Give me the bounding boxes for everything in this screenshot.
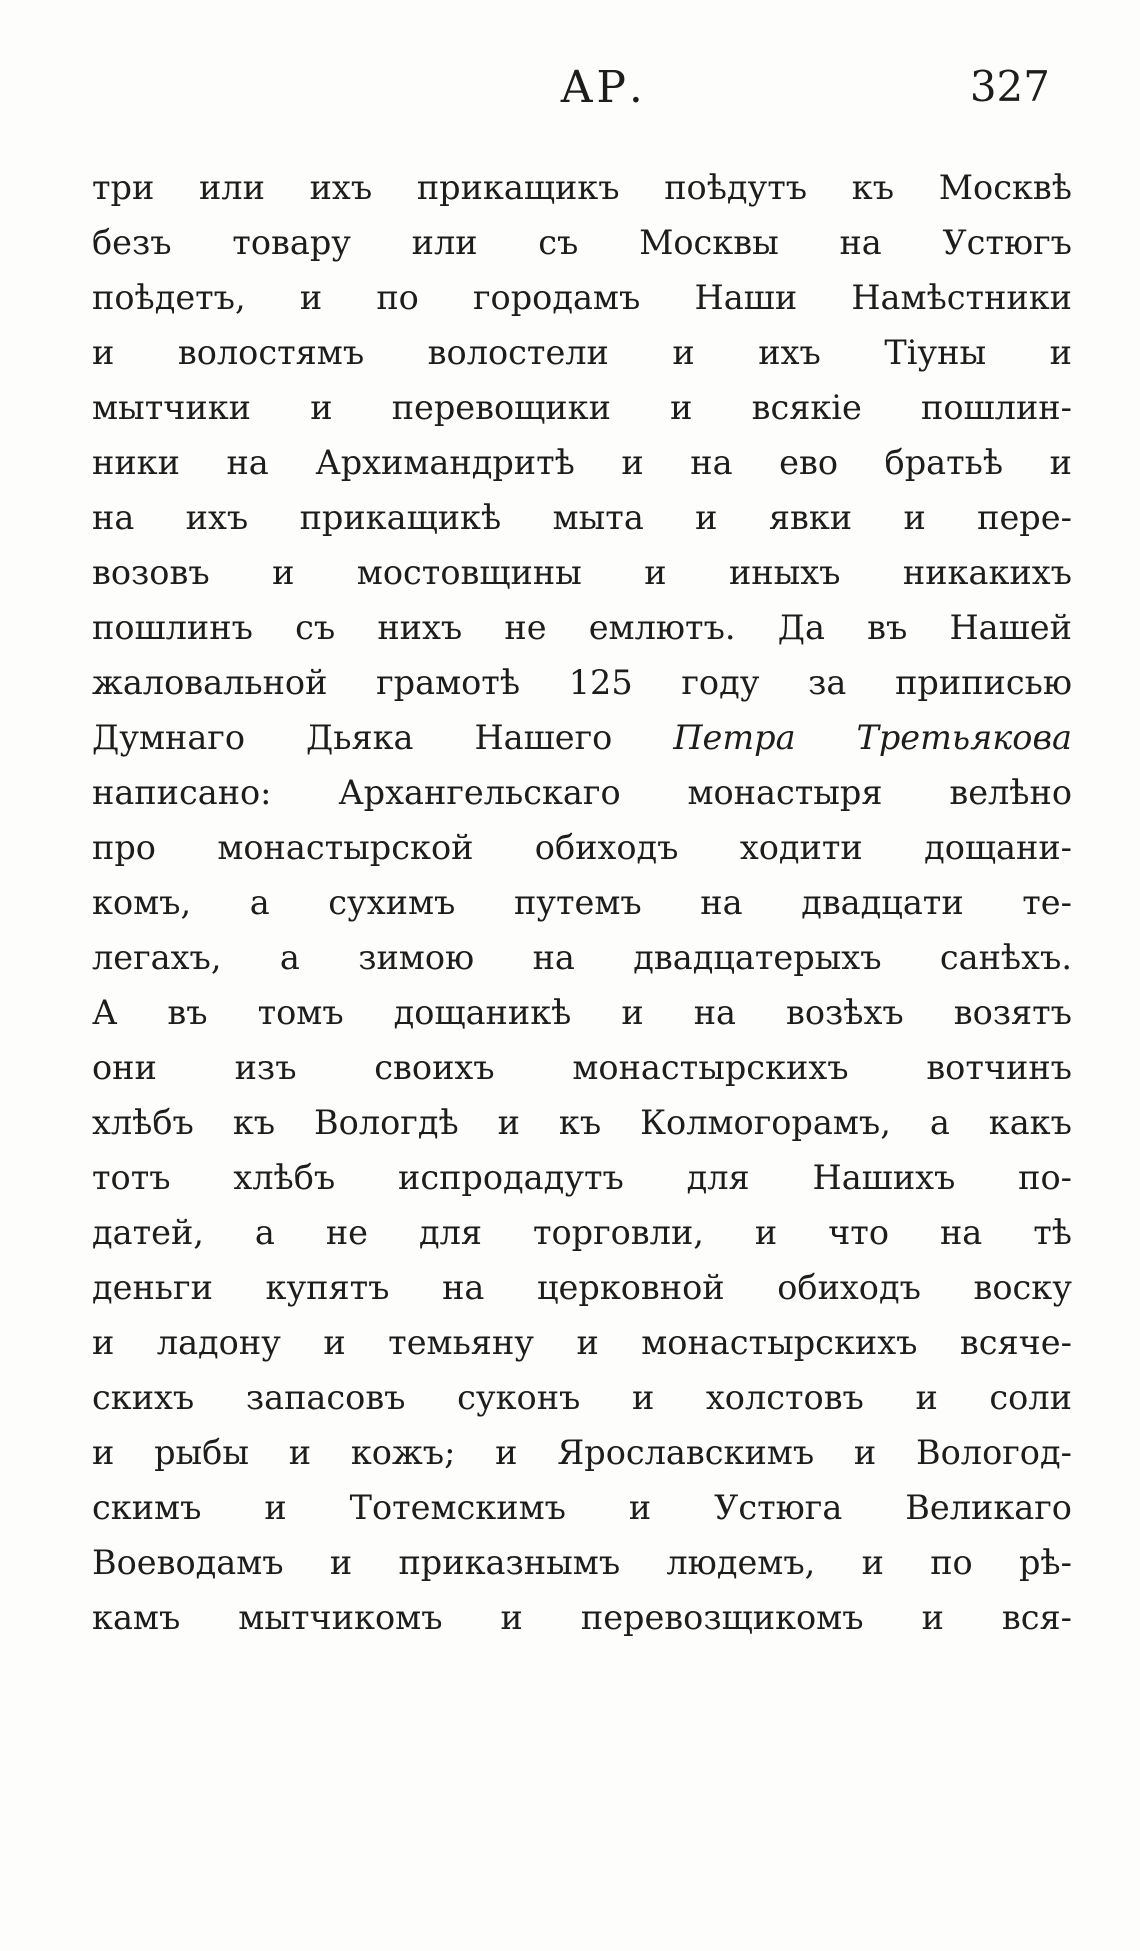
word: на (693, 993, 736, 1032)
word: и (1049, 443, 1072, 482)
word: и (695, 498, 718, 537)
word: А (92, 993, 118, 1032)
word: скимъ (92, 1488, 202, 1527)
word: тотъ (92, 1158, 171, 1197)
word: товару (232, 223, 351, 262)
word: сухимъ (328, 883, 456, 922)
word: суконъ (457, 1378, 581, 1417)
word: для (418, 1213, 482, 1252)
word: ихъ (185, 498, 249, 537)
word: къ (851, 168, 895, 207)
text-line (92, 490, 1072, 545)
word: мостовщины (356, 553, 582, 592)
word: а (929, 1103, 950, 1142)
word: на (700, 883, 743, 922)
word: пошлин- (921, 388, 1072, 427)
word: Наши (694, 278, 798, 317)
word: рѣ- (1018, 1543, 1072, 1582)
word: и (92, 1433, 115, 1472)
word: зимою (358, 938, 475, 977)
page-number: 327 (969, 62, 1050, 111)
word: людемъ, (666, 1543, 816, 1582)
word: прикащикъ (416, 168, 620, 207)
word: Архангельскаго (338, 773, 621, 812)
word: Нашей (949, 608, 1072, 647)
word: на (939, 1213, 983, 1252)
word: пошлинъ (92, 608, 253, 647)
text-line (92, 1535, 1072, 1590)
word: скихъ (92, 1378, 195, 1417)
text-line (92, 930, 1072, 985)
word: и (92, 1323, 115, 1362)
word: въ (167, 993, 208, 1032)
text-line (92, 325, 1072, 380)
word: никакихъ (902, 553, 1072, 592)
word: камъ (92, 1598, 181, 1637)
word: санѣхъ. (939, 938, 1072, 977)
word: 125 (568, 663, 633, 702)
word: Устюга (714, 1488, 843, 1527)
word: и (495, 1433, 518, 1472)
word: и (310, 388, 333, 427)
word: возовъ (92, 553, 210, 592)
word: Великаго (905, 1488, 1072, 1527)
word: изъ (234, 1048, 297, 1087)
word: испродадутъ (398, 1158, 624, 1197)
word: всякіе (751, 388, 862, 427)
text-line (92, 1260, 1072, 1315)
word: и (644, 553, 667, 592)
word: Москвѣ (938, 168, 1072, 207)
word: по (376, 278, 419, 317)
word: путемъ (513, 883, 642, 922)
word: и (921, 1598, 944, 1637)
word: явки (768, 498, 853, 537)
word: монастырскихъ (641, 1323, 918, 1362)
text-line (92, 1150, 1072, 1205)
word: монастыря (687, 773, 883, 812)
word: году (681, 663, 760, 702)
word: и (903, 498, 926, 537)
word: Третьякова (856, 718, 1072, 757)
word: легахъ, (92, 938, 222, 977)
word: нихъ (377, 608, 463, 647)
text-line (92, 1205, 1072, 1260)
word: Архимандритѣ (315, 443, 575, 482)
word: а (254, 1213, 275, 1252)
word: и (299, 278, 323, 317)
word: Да (777, 608, 825, 647)
word: Петра (673, 718, 796, 757)
text-line (92, 1480, 1072, 1535)
word: всяче- (959, 1323, 1072, 1362)
word: по (930, 1543, 973, 1582)
word: на (532, 938, 575, 977)
word: жаловальной (92, 663, 328, 702)
word: и (754, 1213, 778, 1252)
word: въ (867, 608, 908, 647)
word: поѣдетъ, (92, 278, 246, 317)
word: и (264, 1488, 287, 1527)
word: на (690, 443, 733, 482)
word: а (279, 938, 300, 977)
word: они (92, 1048, 157, 1087)
word: и (861, 1543, 884, 1582)
word: торговли, (532, 1213, 704, 1252)
word: и (621, 443, 644, 482)
word: что (828, 1213, 890, 1252)
body-text (92, 160, 1072, 1645)
word: запасовъ (245, 1378, 406, 1417)
word: и (500, 1598, 523, 1637)
word: соли (989, 1378, 1072, 1417)
word: деньги (92, 1268, 213, 1307)
word: Тіуны (884, 333, 987, 372)
word: и (288, 1433, 312, 1472)
text-line (92, 655, 1072, 710)
word: двадцати (801, 883, 964, 922)
word: а (249, 883, 270, 922)
word: пере- (977, 498, 1072, 537)
word: какъ (988, 1103, 1072, 1142)
text-line (92, 435, 1072, 490)
word: ево (779, 443, 838, 482)
word: перевозщикомъ (580, 1598, 864, 1637)
word: за (808, 663, 847, 702)
word: прикащикѣ (299, 498, 502, 537)
word: и (1049, 333, 1072, 372)
word: мытчики (92, 388, 251, 427)
word: ники (92, 443, 180, 482)
text-line (92, 1095, 1072, 1150)
word: рыбы (154, 1433, 250, 1472)
word: дощаникѣ (393, 993, 572, 1032)
word: те- (1022, 883, 1072, 922)
text-line (92, 600, 1072, 655)
word: грамотѣ (376, 663, 521, 702)
word: Дьяка (305, 718, 414, 757)
word: съ (295, 608, 336, 647)
word: мыта (552, 498, 644, 537)
word: холстовъ (705, 1378, 864, 1417)
word: Думнаго (92, 718, 246, 757)
word: написано: (92, 773, 272, 812)
text-line (92, 160, 1072, 215)
word: комъ, (92, 883, 192, 922)
text-line (92, 1315, 1072, 1370)
text-line (92, 215, 1072, 270)
word: вся- (1001, 1598, 1072, 1637)
text-line (92, 820, 1072, 875)
word: Вологдѣ (314, 1103, 459, 1142)
word: двадцатерыхъ (633, 938, 882, 977)
word: на (226, 443, 269, 482)
word: и (631, 1378, 655, 1417)
text-line (92, 1370, 1072, 1425)
word: и (576, 1323, 599, 1362)
word: и (92, 333, 115, 372)
text-line (92, 1425, 1072, 1480)
word: хлѣбъ (92, 1103, 194, 1142)
text-line (92, 270, 1072, 325)
word: по- (1018, 1158, 1072, 1197)
word: ихъ (309, 168, 373, 207)
word: на (92, 498, 135, 537)
word: емлютъ. (588, 608, 736, 647)
text-line (92, 765, 1072, 820)
word: хлѣбъ (233, 1158, 336, 1197)
word: монастырскихъ (572, 1048, 849, 1087)
word: Устюгъ (942, 223, 1072, 262)
word: ходити (739, 828, 863, 867)
word: поѣдутъ (664, 168, 808, 207)
word: и (672, 333, 695, 372)
word: Ярославскимъ (557, 1433, 815, 1472)
text-line (92, 1590, 1072, 1645)
page-header (100, 62, 1080, 132)
text-line (92, 875, 1072, 930)
text-line (92, 545, 1072, 600)
word: Москвы (639, 223, 779, 262)
word: и (628, 1488, 652, 1527)
word: Вологод- (916, 1433, 1072, 1472)
word: иныхъ (728, 553, 841, 592)
word: и (915, 1378, 938, 1417)
word: и (670, 388, 693, 427)
word: Нашего (474, 718, 613, 757)
word: и (497, 1103, 520, 1142)
word: кожъ; (350, 1433, 456, 1472)
text-line (92, 380, 1072, 435)
word: возѣхъ (786, 993, 904, 1032)
word: и (621, 993, 644, 1032)
word: Тотемскимъ (349, 1488, 566, 1527)
word: Воеводамъ (92, 1543, 284, 1582)
word: перевощики (391, 388, 611, 427)
word: и (272, 553, 295, 592)
word: ладону (156, 1323, 281, 1362)
word: на (442, 1268, 485, 1307)
word: не (325, 1213, 368, 1252)
word: дощани- (924, 828, 1072, 867)
word: приказнымъ (398, 1543, 621, 1582)
word: велѣно (949, 773, 1072, 812)
word: церковной (537, 1268, 725, 1307)
word: темьяну (388, 1323, 534, 1362)
word: къ (558, 1103, 602, 1142)
word: Нашихъ (812, 1158, 956, 1197)
word: безъ (92, 223, 172, 262)
word: съ (538, 223, 579, 262)
word: къ (232, 1103, 276, 1142)
text-line (92, 985, 1072, 1040)
running-head: АР. (560, 62, 646, 113)
word: тѣ (1033, 1213, 1072, 1252)
word: для (686, 1158, 750, 1197)
word: обиходъ (534, 828, 679, 867)
word: мытчикомъ (238, 1598, 443, 1637)
word: на (839, 223, 882, 262)
word: или (411, 223, 478, 262)
word: своихъ (374, 1048, 495, 1087)
word: Намѣстники (851, 278, 1072, 317)
word: про (92, 828, 156, 867)
word: обиходъ (777, 1268, 921, 1307)
word: купятъ (265, 1268, 390, 1307)
word: приписью (895, 663, 1072, 702)
word: воску (973, 1268, 1072, 1307)
text-line (92, 1040, 1072, 1095)
word: волостели (427, 333, 609, 372)
word: городамъ (473, 278, 641, 317)
word: Колмогорамъ, (640, 1103, 891, 1142)
word: вотчинъ (926, 1048, 1072, 1087)
word: волостямъ (177, 333, 365, 372)
word: монастырской (217, 828, 474, 867)
word: и (329, 1543, 353, 1582)
word: томъ (257, 993, 344, 1032)
word: или (198, 168, 265, 207)
word: не (504, 608, 547, 647)
word: братьѣ (884, 443, 1004, 482)
word: датей, (92, 1213, 204, 1252)
word: возятъ (953, 993, 1072, 1032)
word: и (323, 1323, 346, 1362)
word: ихъ (758, 333, 821, 372)
text-line (92, 710, 1072, 765)
word: три (92, 168, 155, 207)
word: и (853, 1433, 877, 1472)
